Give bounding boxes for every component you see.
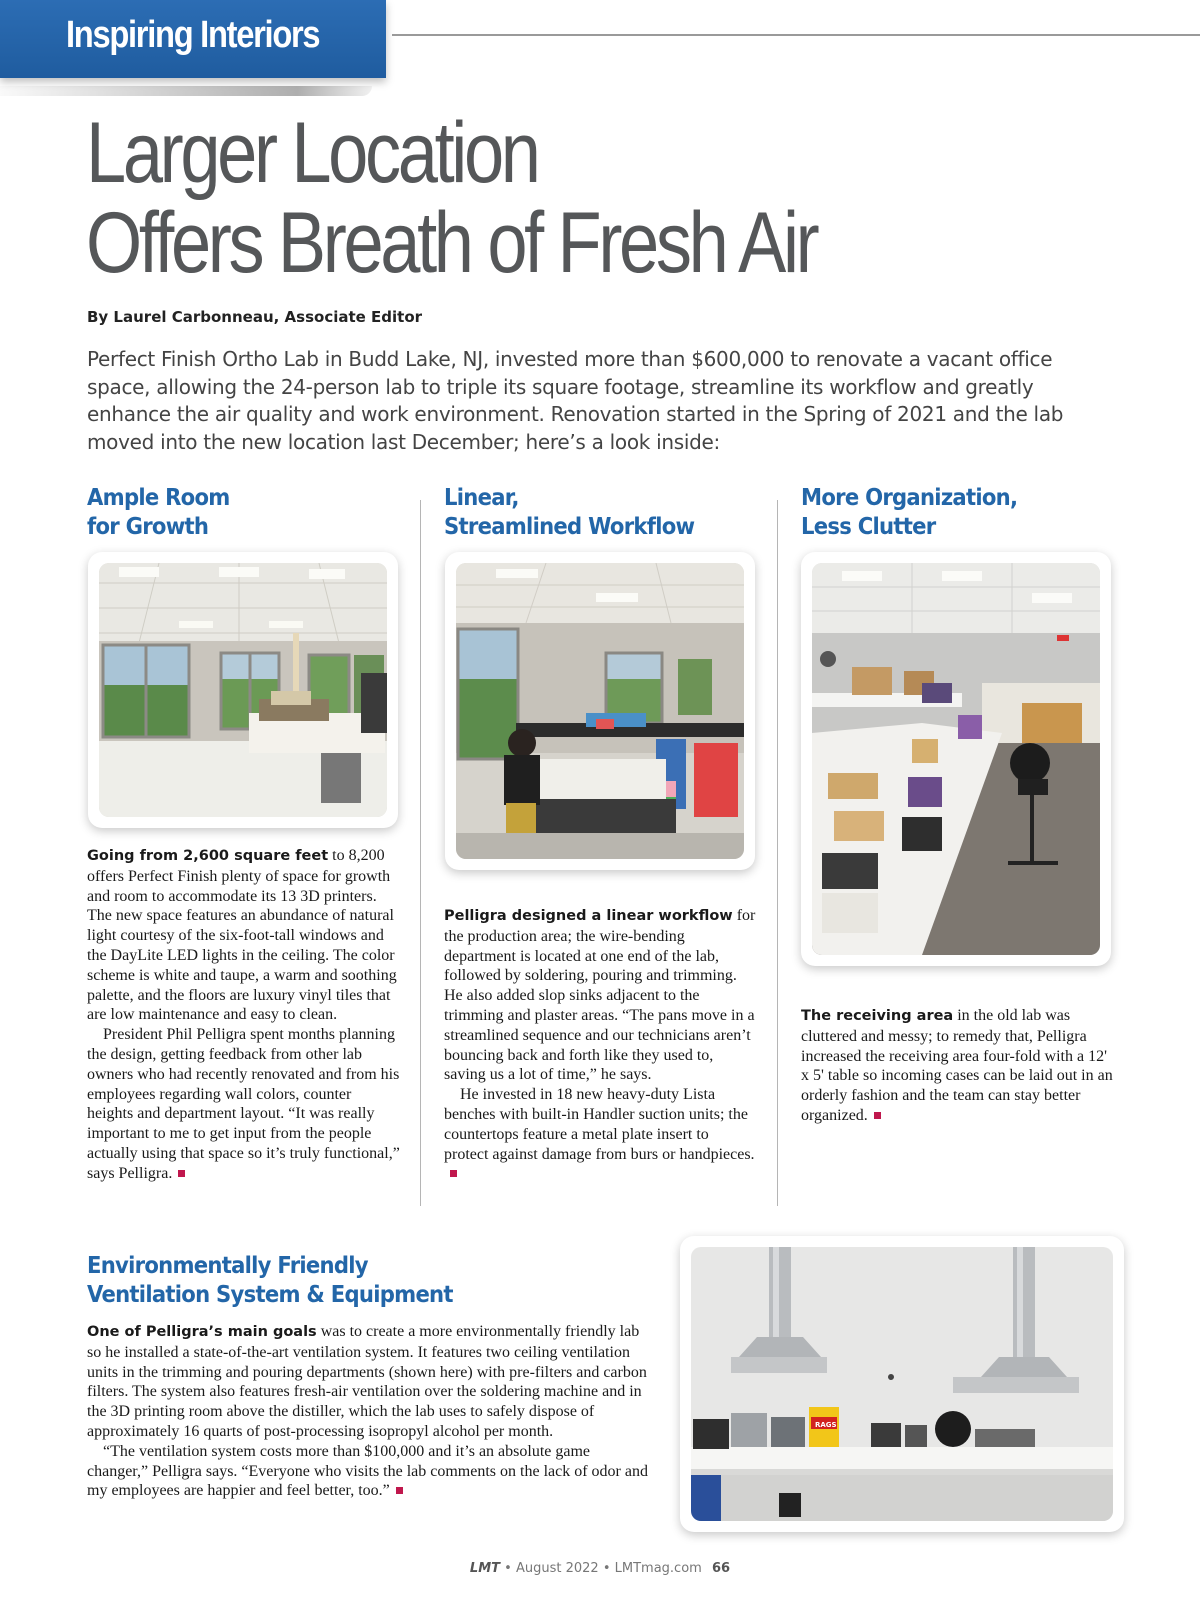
col2-text: for the production area; the wire-bending department is located at one end of the lab, followed by soldering, pouring and trimming. He also added slop sinks adjacent to the trimming and plaster areas. “The pans move in a streamlined sequence and our technicians aren’t bouncing back and forth like they used to, saving us a lot of time,” he says. [444, 907, 756, 1084]
footer-separator: • [602, 1561, 611, 1576]
ventilation-body [87, 1322, 651, 1501]
col2-heading-line-2: Streamlined Workflow [444, 514, 695, 540]
col2-heading [444, 484, 694, 542]
end-mark [178, 1170, 185, 1177]
ventilation-heading-line-2: Ventilation System & Equipment [87, 1282, 453, 1308]
col2-heading-line-1: Linear, [444, 485, 519, 511]
col1-lead: Going from 2,600 square feet [87, 848, 329, 864]
page-footer [0, 1561, 1200, 1576]
ventilation-text: was to create a more environmentally friendly lab so he installed a state-of-the-art ventilation system. It features two ceiling ventilation units in the trimming and pouring departments (shown here) with pre-filters and carbon filters. The system also features fresh-air ventilation over the soldering machine and in the 3D printing room above the distiller, which the lab uses to safely dispose of approximately 16 quarts of post-processing isopropyl alcohol per month. [87, 1323, 647, 1440]
col2-para-1 [444, 906, 757, 1085]
photo-workflow-benches-image [456, 563, 744, 859]
title-line-1: Larger Location [86, 105, 538, 201]
col1-heading [87, 484, 230, 542]
ventilation-heading [87, 1252, 453, 1310]
photo-workflow-benches [445, 552, 755, 870]
header-swoosh [0, 86, 372, 96]
article-title [86, 105, 817, 291]
col1-heading-line-1: Ample Room [87, 485, 230, 511]
col1-para-1 [87, 846, 400, 1025]
col2-body [444, 906, 757, 1184]
footer-site: LMTmag.com [614, 1561, 702, 1576]
col1-text-2: President Phil Pelligra spent months planning the design, getting feedback from other lab owners who had recently renovated and from his employees regarding wall colors, counter heights and department layout. “It was really important to me to get input from the people actually using that space so it’s truly functional,” says Pelligra. [87, 1026, 400, 1182]
photo-receiving-area-image [812, 563, 1100, 955]
col3-lead: The receiving area [801, 1008, 954, 1024]
col3-heading [801, 484, 1017, 542]
footer-separator: • [504, 1561, 512, 1576]
col2-lead: Pelligra designed a linear workflow [444, 908, 733, 924]
ventilation-heading-line-1: Environmentally Friendly [87, 1253, 368, 1279]
photo-open-room-image [99, 563, 387, 817]
col2-text-2: He invested in 18 new heavy-duty Lista benches with built-in Handler suction units; the countertops feature a metal plate insert to protect against damage from burs or handpieces. [444, 1086, 755, 1163]
col1-body [87, 846, 400, 1184]
footer-brand: LMT [469, 1561, 501, 1576]
header-rule [392, 34, 1200, 36]
ventilation-para-2 [87, 1442, 651, 1501]
footer-date: August 2022 [515, 1561, 599, 1576]
col3-para-1 [801, 1006, 1114, 1126]
ventilation-para-1 [87, 1322, 651, 1442]
col3-heading-line-1: More Organization, [801, 485, 1018, 511]
section-label: Inspiring Interiors [66, 14, 320, 56]
rags-box-label: RAGS [815, 1421, 837, 1429]
photo-ventilation-hoods-image [691, 1247, 1113, 1521]
col1-text: to 8,200 offers Perfect Finish plenty of space for growth and room to accommodate its 13 3D printers. The new space features an abundance of natural light courtesy of the six-foot-tall windows and the DayLite LED lights in the ceiling. The color scheme is white and taupe, a warm and soothing palette, and the floors are luxury vinyl tiles that are low maintenance and easy to clean. [87, 847, 397, 1024]
col2-para-2 [444, 1085, 757, 1184]
photo-receiving-area [801, 552, 1111, 966]
ventilation-text-2: “The ventilation system costs more than $100,000 and it’s an absolute game changer,” Pelligra says. “Everyone who visits the lab comments on the lack of odor and my employees are happier and feel better, too.” [87, 1442, 648, 1500]
end-mark [874, 1112, 881, 1119]
page-number: 66 [711, 1561, 731, 1576]
title-line-2: Offers Breath of Fresh Air [86, 195, 817, 291]
col3-text: in the old lab was cluttered and messy; to remedy that, Pelligra increased the receiving area four-fold with a 12' x 5' table so incoming cases can be laid out in an orderly fashion and the team can stay better organized. [801, 1007, 1113, 1124]
byline: By Laurel Carbonneau, Associate Editor [87, 308, 423, 326]
column-divider-1 [420, 500, 421, 1206]
end-mark [396, 1487, 403, 1494]
photo-ventilation-hoods [680, 1236, 1124, 1532]
col1-heading-line-2: for Growth [87, 514, 209, 540]
photo-open-room [88, 552, 398, 828]
col1-para-2 [87, 1025, 400, 1183]
ventilation-lead: One of Pelligra’s main goals [87, 1324, 317, 1340]
col3-heading-line-2: Less Clutter [801, 514, 936, 540]
column-divider-2 [777, 500, 778, 1206]
intro-paragraph: Perfect Finish Ortho Lab in Budd Lake, NJ, invested more than $600,000 to renovate a vacant office space, allowing the 24-person lab to triple its square footage, streamline its workflow and greatly enhance the air quality and work environment. Renovation started in the Spring of 2021 and the lab moved into the new location last December; here’s a look inside: [87, 347, 1064, 454]
col3-body [801, 1006, 1114, 1126]
end-mark [450, 1170, 457, 1177]
section-tab [0, 0, 386, 78]
